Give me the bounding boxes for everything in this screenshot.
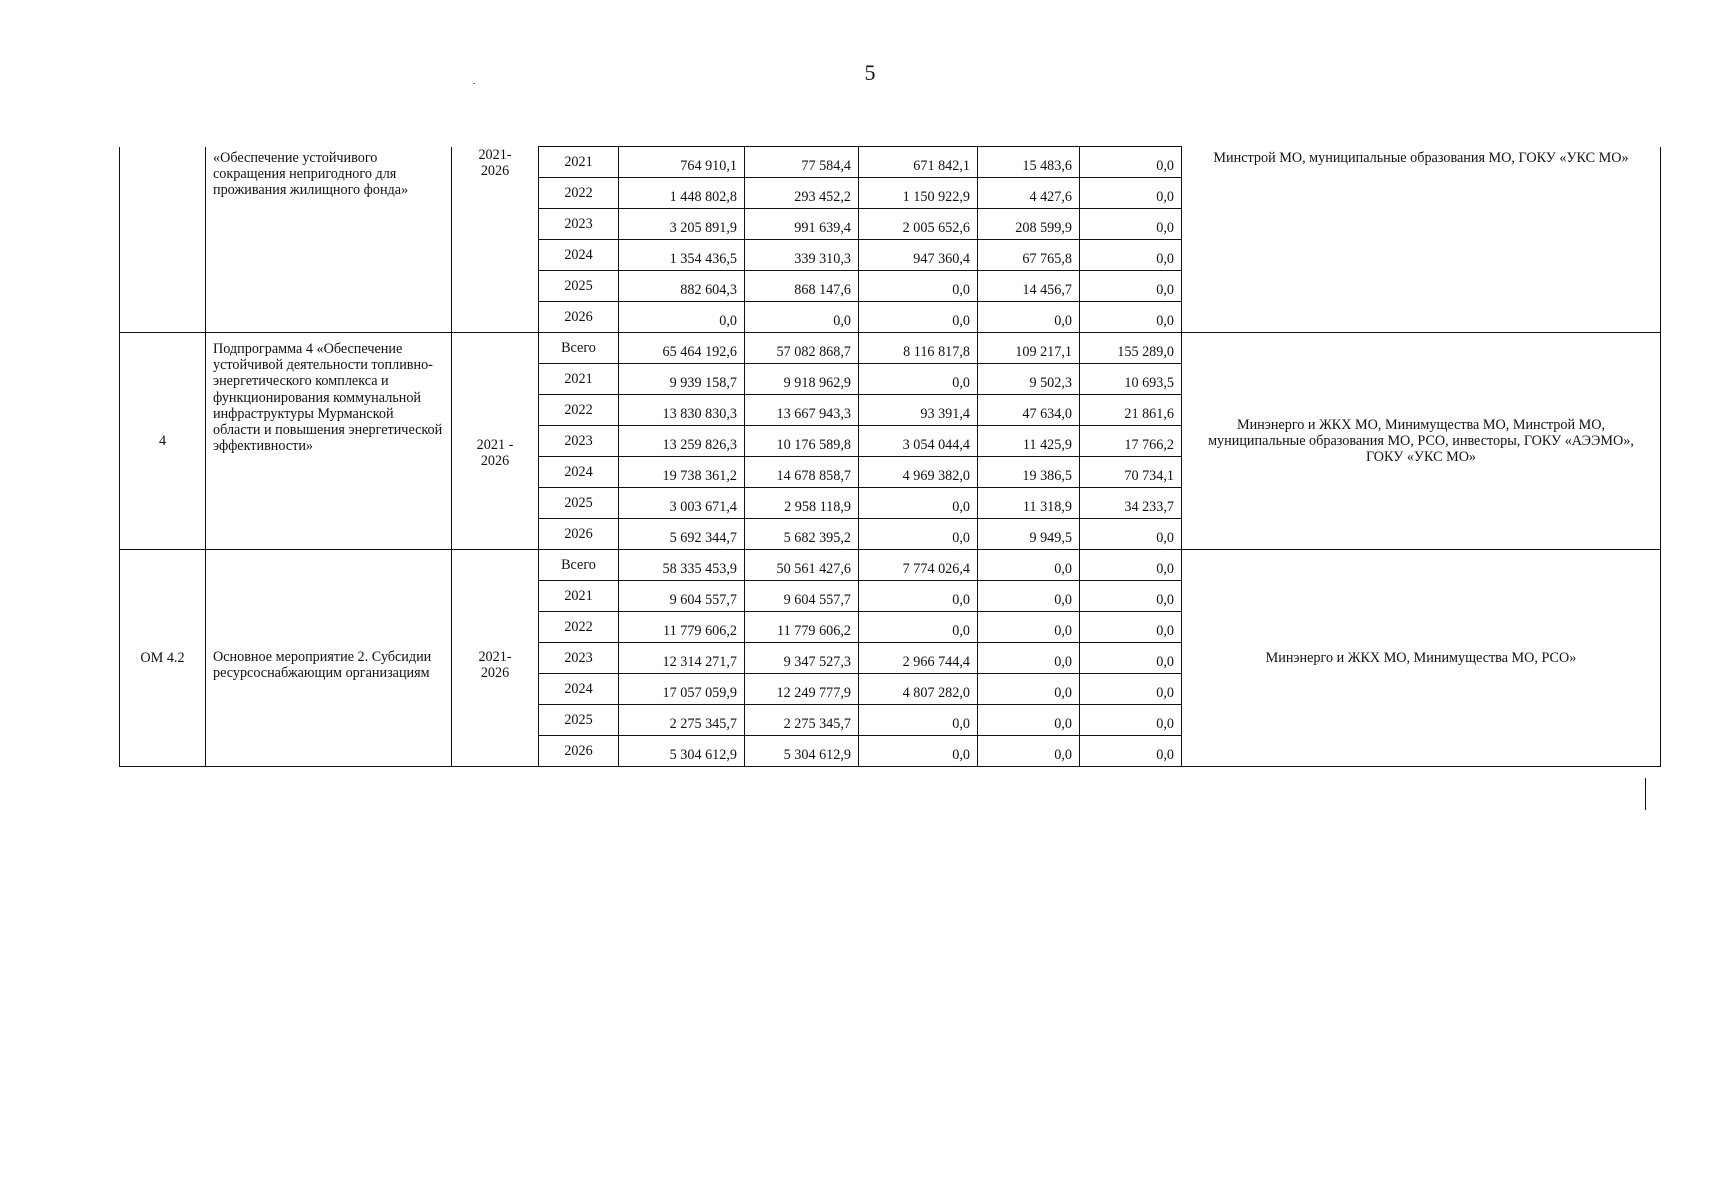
amount-cell: 0,0 bbox=[1080, 240, 1182, 271]
row-name: Подпрограмма 4 «Обеспечение устойчивой деятельности топливно-энергетического комплекса и функционирования коммунальной инфраструктуры Мурманской области и повышения энергетической эффективности» bbox=[206, 333, 452, 550]
amount-cell: 8 116 817,8 bbox=[859, 333, 978, 364]
amount-cell: 109 217,1 bbox=[978, 333, 1080, 364]
amount-cell: 0,0 bbox=[1080, 643, 1182, 674]
amount-cell: 0,0 bbox=[1080, 736, 1182, 767]
amount-cell: 5 692 344,7 bbox=[619, 519, 745, 550]
amount-cell: 93 391,4 bbox=[859, 395, 978, 426]
amount-cell: 0,0 bbox=[1080, 519, 1182, 550]
amount-cell: 9 604 557,7 bbox=[619, 581, 745, 612]
page-number: 5 bbox=[864, 60, 876, 85]
row-name: «Обеспечение устойчивого сокращения непригодного для проживания жилищного фонда» bbox=[206, 147, 452, 333]
amount-cell: 0,0 bbox=[978, 581, 1080, 612]
amount-cell: 65 464 192,6 bbox=[619, 333, 745, 364]
amount-cell: 0,0 bbox=[1080, 674, 1182, 705]
amount-cell: 155 289,0 bbox=[1080, 333, 1182, 364]
amount-cell: 3 003 671,4 bbox=[619, 488, 745, 519]
amount-cell: 11 779 606,2 bbox=[745, 612, 859, 643]
amount-cell: 13 830 830,3 bbox=[619, 395, 745, 426]
amount-cell: 1 150 922,9 bbox=[859, 178, 978, 209]
row-code bbox=[120, 147, 206, 333]
amount-cell: 13 259 826,3 bbox=[619, 426, 745, 457]
scan-edge-mark bbox=[1645, 778, 1646, 810]
amount-cell: 0,0 bbox=[859, 581, 978, 612]
budget-table bbox=[119, 146, 1661, 767]
amount-cell: 0,0 bbox=[978, 302, 1080, 333]
amount-cell: 57 082 868,7 bbox=[745, 333, 859, 364]
amount-cell: 10 693,5 bbox=[1080, 364, 1182, 395]
row-year: 2022 bbox=[539, 178, 619, 209]
row-year: 2022 bbox=[539, 395, 619, 426]
amount-cell: 2 275 345,7 bbox=[619, 705, 745, 736]
amount-cell: 3 054 044,4 bbox=[859, 426, 978, 457]
row-year: 2022 bbox=[539, 612, 619, 643]
amount-cell: 9 918 962,9 bbox=[745, 364, 859, 395]
amount-cell: 882 604,3 bbox=[619, 271, 745, 302]
amount-cell: 0,0 bbox=[1080, 147, 1182, 178]
amount-cell: 0,0 bbox=[1080, 612, 1182, 643]
amount-cell: 58 335 453,9 bbox=[619, 550, 745, 581]
row-year: 2025 bbox=[539, 488, 619, 519]
amount-cell: 0,0 bbox=[859, 519, 978, 550]
amount-cell: 0,0 bbox=[978, 674, 1080, 705]
row-code: ОМ 4.2 bbox=[120, 550, 206, 767]
amount-cell: 4 969 382,0 bbox=[859, 457, 978, 488]
row-year: 2025 bbox=[539, 271, 619, 302]
amount-cell: 0,0 bbox=[859, 705, 978, 736]
amount-cell: 17 057 059,9 bbox=[619, 674, 745, 705]
row-year: 2023 bbox=[539, 209, 619, 240]
row-name: Основное мероприятие 2. Субсидии ресурсоснабжающим организациям bbox=[206, 550, 452, 767]
amount-cell: 0,0 bbox=[859, 302, 978, 333]
amount-cell: 293 452,2 bbox=[745, 178, 859, 209]
table-group bbox=[120, 333, 1661, 550]
row-period: 2021 - 2026 bbox=[452, 333, 539, 550]
amount-cell: 0,0 bbox=[1080, 705, 1182, 736]
amount-cell: 991 639,4 bbox=[745, 209, 859, 240]
amount-cell: 0,0 bbox=[1080, 271, 1182, 302]
row-year: 2021 bbox=[539, 581, 619, 612]
amount-cell: 7 774 026,4 bbox=[859, 550, 978, 581]
amount-cell: 11 779 606,2 bbox=[619, 612, 745, 643]
table-row bbox=[120, 147, 1661, 178]
amount-cell: 9 604 557,7 bbox=[745, 581, 859, 612]
amount-cell: 9 939 158,7 bbox=[619, 364, 745, 395]
row-period: 2021- 2026 bbox=[452, 147, 539, 333]
amount-cell: 0,0 bbox=[978, 612, 1080, 643]
amount-cell: 5 304 612,9 bbox=[619, 736, 745, 767]
amount-cell: 12 249 777,9 bbox=[745, 674, 859, 705]
amount-cell: 1 448 802,8 bbox=[619, 178, 745, 209]
amount-cell: 0,0 bbox=[978, 705, 1080, 736]
row-year: 2024 bbox=[539, 457, 619, 488]
amount-cell: 0,0 bbox=[859, 271, 978, 302]
amount-cell: 0,0 bbox=[1080, 581, 1182, 612]
row-year: 2021 bbox=[539, 364, 619, 395]
amount-cell: 2 005 652,6 bbox=[859, 209, 978, 240]
row-year: 2025 bbox=[539, 705, 619, 736]
row-year: 2026 bbox=[539, 519, 619, 550]
amount-cell: 77 584,4 bbox=[745, 147, 859, 178]
amount-cell: 11 318,9 bbox=[978, 488, 1080, 519]
amount-cell: 0,0 bbox=[978, 643, 1080, 674]
amount-cell: 1 354 436,5 bbox=[619, 240, 745, 271]
amount-cell: 4 427,6 bbox=[978, 178, 1080, 209]
amount-cell: 2 275 345,7 bbox=[745, 705, 859, 736]
amount-cell: 208 599,9 bbox=[978, 209, 1080, 240]
table-group bbox=[120, 550, 1661, 767]
row-responsible: Минэнерго и ЖКХ МО, Минимущества МО, РСО» bbox=[1182, 550, 1661, 767]
amount-cell: 671 842,1 bbox=[859, 147, 978, 178]
amount-cell: 339 310,3 bbox=[745, 240, 859, 271]
amount-cell: 4 807 282,0 bbox=[859, 674, 978, 705]
amount-cell: 14 678 858,7 bbox=[745, 457, 859, 488]
amount-cell: 9 502,3 bbox=[978, 364, 1080, 395]
amount-cell: 2 958 118,9 bbox=[745, 488, 859, 519]
amount-cell: 47 634,0 bbox=[978, 395, 1080, 426]
amount-cell: 0,0 bbox=[859, 364, 978, 395]
amount-cell: 19 386,5 bbox=[978, 457, 1080, 488]
amount-cell: 0,0 bbox=[859, 736, 978, 767]
amount-cell: 34 233,7 bbox=[1080, 488, 1182, 519]
row-year: 2023 bbox=[539, 643, 619, 674]
amount-cell: 21 861,6 bbox=[1080, 395, 1182, 426]
amount-cell: 10 176 589,8 bbox=[745, 426, 859, 457]
amount-cell: 0,0 bbox=[745, 302, 859, 333]
amount-cell: 67 765,8 bbox=[978, 240, 1080, 271]
scan-dot bbox=[473, 83, 475, 84]
amount-cell: 11 425,9 bbox=[978, 426, 1080, 457]
table-group bbox=[120, 147, 1661, 333]
amount-cell: 947 360,4 bbox=[859, 240, 978, 271]
row-year: 2021 bbox=[539, 147, 619, 178]
amount-cell: 5 304 612,9 bbox=[745, 736, 859, 767]
table-row bbox=[120, 333, 1661, 364]
amount-cell: 0,0 bbox=[1080, 550, 1182, 581]
row-year: 2026 bbox=[539, 736, 619, 767]
row-year: 2026 bbox=[539, 302, 619, 333]
amount-cell: 9 347 527,3 bbox=[745, 643, 859, 674]
row-year: 2023 bbox=[539, 426, 619, 457]
amount-cell: 0,0 bbox=[619, 302, 745, 333]
row-year: Всего bbox=[539, 333, 619, 364]
amount-cell: 0,0 bbox=[859, 488, 978, 519]
row-responsible: Минстрой МО, муниципальные образования МО, ГОКУ «УКС МО» bbox=[1182, 147, 1661, 333]
amount-cell: 9 949,5 bbox=[978, 519, 1080, 550]
amount-cell: 0,0 bbox=[859, 612, 978, 643]
amount-cell: 13 667 943,3 bbox=[745, 395, 859, 426]
amount-cell: 70 734,1 bbox=[1080, 457, 1182, 488]
table-row bbox=[120, 550, 1661, 581]
amount-cell: 868 147,6 bbox=[745, 271, 859, 302]
row-year: 2024 bbox=[539, 674, 619, 705]
amount-cell: 0,0 bbox=[1080, 209, 1182, 240]
amount-cell: 50 561 427,6 bbox=[745, 550, 859, 581]
row-responsible: Минэнерго и ЖКХ МО, Минимущества МО, Минстрой МО, муниципальные образования МО, РСО, инвесторы, ГОКУ «АЭЭМО», ГОКУ «УКС МО» bbox=[1182, 333, 1661, 550]
amount-cell: 0,0 bbox=[978, 736, 1080, 767]
row-year: 2024 bbox=[539, 240, 619, 271]
amount-cell: 0,0 bbox=[1080, 302, 1182, 333]
row-year: Всего bbox=[539, 550, 619, 581]
amount-cell: 19 738 361,2 bbox=[619, 457, 745, 488]
amount-cell: 2 966 744,4 bbox=[859, 643, 978, 674]
amount-cell: 764 910,1 bbox=[619, 147, 745, 178]
amount-cell: 12 314 271,7 bbox=[619, 643, 745, 674]
amount-cell: 0,0 bbox=[978, 550, 1080, 581]
amount-cell: 17 766,2 bbox=[1080, 426, 1182, 457]
row-code: 4 bbox=[120, 333, 206, 550]
amount-cell: 3 205 891,9 bbox=[619, 209, 745, 240]
amount-cell: 15 483,6 bbox=[978, 147, 1080, 178]
row-period: 2021- 2026 bbox=[452, 550, 539, 767]
amount-cell: 0,0 bbox=[1080, 178, 1182, 209]
amount-cell: 14 456,7 bbox=[978, 271, 1080, 302]
amount-cell: 5 682 395,2 bbox=[745, 519, 859, 550]
